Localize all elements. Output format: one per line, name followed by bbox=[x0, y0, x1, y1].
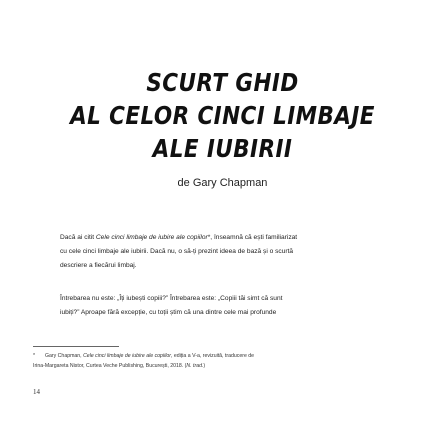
text-span: Gary Chapman, bbox=[45, 353, 84, 359]
footnote-marker: * bbox=[33, 353, 36, 359]
title-line-2: AL CELOR CINCI LIMBAJE bbox=[70, 101, 375, 130]
footnote-line-2 bbox=[33, 361, 393, 371]
footnote-line-1 bbox=[33, 351, 393, 361]
paragraph-2-line-1: Întrebarea nu este: „Îți iubești copiii?” Întrebarea este: „Copiii tăi simt că sunt bbox=[60, 295, 283, 302]
author-byline: de Gary Chapman bbox=[177, 177, 268, 189]
title-line-1: SCURT GHID bbox=[146, 68, 299, 97]
text-span: ) bbox=[203, 363, 206, 369]
paragraph-1-line-3: descriere a fiecărui limbaj. bbox=[60, 262, 137, 269]
chapter-title bbox=[31, 66, 414, 165]
text-span: , ediția a V-a, revizuită, traducere de bbox=[171, 353, 255, 359]
footnote bbox=[33, 351, 393, 371]
paragraph-2-line-2: iubiți?” Aproape fără excepție, cu toții știm că una dintre cele mai profunde bbox=[60, 309, 277, 316]
footnote-divider bbox=[33, 346, 119, 347]
title-line-3: ALE IUBIRII bbox=[152, 134, 293, 163]
text-span: Dacă ai citit bbox=[60, 234, 96, 241]
footnote-book-title: Cele cinci limbaje de iubire ale copiilor bbox=[83, 353, 172, 359]
text-span: *, înseamnă că ești familiarizat bbox=[207, 234, 298, 241]
paragraph-1 bbox=[60, 231, 390, 273]
book-title-italic: Cele cinci limbaje de iubire ale copiilor bbox=[95, 234, 208, 241]
paragraph-2 bbox=[60, 292, 390, 320]
page-number: 14 bbox=[33, 388, 40, 396]
translator-note: N. trad. bbox=[186, 363, 204, 369]
paragraph-1-line-1 bbox=[60, 231, 390, 245]
paragraph-1-line-2: cu cele cinci limbaje ale iubirii. Dacă nu, o să-ți prezint ideea de bază și o scurtă bbox=[60, 248, 294, 255]
text-span: Irina-Margareta Nistor, Curtea Veche Publishing, București, 2018. ( bbox=[33, 363, 187, 369]
